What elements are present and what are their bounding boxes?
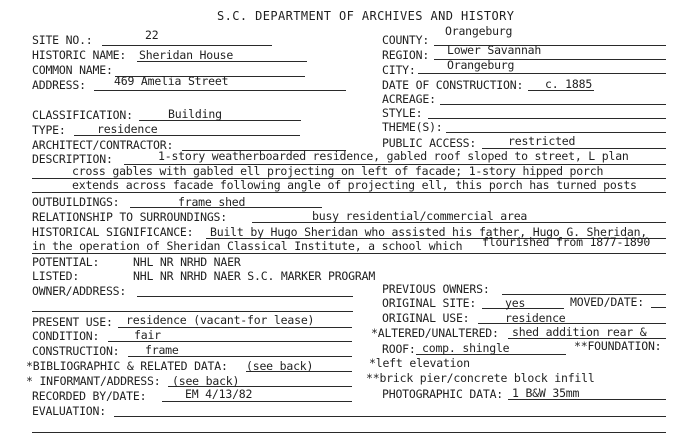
public-access-label: PUBLIC ACCESS: xyxy=(382,136,477,150)
relationship-label: RELATIONSHIP TO SURROUNDINGS: xyxy=(32,210,227,224)
recorded-by-line xyxy=(162,401,352,402)
style-line xyxy=(428,118,666,119)
photographic-label: PHOTOGRAPHIC DATA: xyxy=(382,387,504,401)
owner-address-line xyxy=(137,296,353,297)
city-line xyxy=(418,73,666,74)
historic-name-label: HISTORIC NAME: xyxy=(32,48,127,62)
acreage-label: ACREAGE: xyxy=(382,92,436,106)
construction-label: CONSTRUCTION: xyxy=(32,344,120,358)
original-use-value: residence xyxy=(505,311,566,325)
architect-label: ARCHITECT/CONTRACTOR: xyxy=(32,138,174,152)
altered-value-2: *left elevation xyxy=(369,356,470,370)
moved-date-label: MOVED/DATE: xyxy=(570,295,644,309)
region-value: Lower Savannah xyxy=(447,43,542,57)
roof-label: ROOF: xyxy=(382,342,416,356)
significance-line-1: Built by Hugo Sheridan who assisted his father, Hugo G. Sheridan, xyxy=(210,225,648,239)
photographic-value: 1 B&W 35mm xyxy=(512,386,580,400)
style-label: STYLE: xyxy=(382,106,423,120)
relationship-value: busy residential/commercial area xyxy=(312,209,528,223)
description-line-1: 1-story weatherboarded residence, gabled roof sloped to street, L plan xyxy=(158,149,629,163)
potential-label: POTENTIAL: xyxy=(32,255,100,269)
description-line-3: extends across facade following angle of projecting ell, this porch has turned posts xyxy=(72,178,637,192)
owner-address-line-2 xyxy=(32,311,353,312)
present-use-label: PRESENT USE: xyxy=(32,315,113,329)
original-use-label: ORIGINAL USE: xyxy=(382,311,470,325)
foundation-label: **FOUNDATION: xyxy=(574,339,662,353)
altered-value: shed addition rear & xyxy=(512,325,647,339)
original-site-label: ORIGINAL SITE: xyxy=(382,296,477,310)
listed-codes: NHL NR NRHD NAER S.C. MARKER PROGRAM xyxy=(133,269,376,283)
owner-address-label: OWNER/ADDRESS: xyxy=(32,284,127,298)
address-value: 469 Amelia Street xyxy=(114,74,229,88)
potential-codes: NHL NR NRHD NAER xyxy=(133,255,241,269)
county-label: COUNTY: xyxy=(382,33,430,47)
altered-label: *ALTERED/UNALTERED: xyxy=(371,326,499,340)
construction-value: frame xyxy=(145,343,179,357)
site-no-label: SITE NO.: xyxy=(32,33,93,47)
evaluation-label: EVALUATION: xyxy=(32,404,106,418)
city-label: CITY: xyxy=(382,63,416,77)
outbuildings-label: OUTBUILDINGS: xyxy=(32,195,120,209)
foundation-value: **brick pier/concrete block infill xyxy=(366,371,595,385)
common-name-label: COMMON NAME: xyxy=(32,63,113,77)
address-line xyxy=(94,90,346,91)
themes-label: THEME(S): xyxy=(382,120,443,134)
form-header: S.C. DEPARTMENT OF ARCHIVES AND HISTORY xyxy=(217,9,515,23)
region-label: REGION: xyxy=(382,48,430,62)
roof-value: comp. shingle xyxy=(422,341,510,355)
classification-label: CLASSIFICATION: xyxy=(32,108,133,122)
historical-significance-label: HISTORICAL SIGNIFICANCE: xyxy=(32,225,194,239)
significance-line-3: flourished from 1877-1890 xyxy=(482,235,651,249)
bibliographic-label: *BIBLIOGRAPHIC & RELATED DATA: xyxy=(26,359,228,373)
public-access-value: restricted xyxy=(508,134,576,148)
address-label: ADDRESS: xyxy=(32,78,86,92)
site-no-value: 22 xyxy=(145,28,159,42)
type-value: residence xyxy=(97,122,158,136)
present-use-value: residence (vacant-for lease) xyxy=(126,313,315,327)
informant-value: (see back) xyxy=(172,374,240,388)
evaluation-line xyxy=(114,416,666,417)
description-line-2: cross gables with gabled ell projecting on left of facade; 1-story hipped porch xyxy=(72,164,604,178)
informant-label: * INFORMANT/ADDRESS: xyxy=(26,374,161,388)
condition-label: CONDITION: xyxy=(32,329,100,343)
date-construction-value: c. 1885 xyxy=(545,77,593,91)
outbuildings-value: frame shed xyxy=(178,195,246,209)
moved-date-line xyxy=(651,307,666,308)
significance-line-2: in the operation of Sheridan Classical Institute, a school which xyxy=(32,239,463,253)
date-construction-label: DATE OF CONSTRUCTION: xyxy=(382,78,524,92)
recorded-by-label: RECORDED BY/DATE: xyxy=(32,389,147,403)
original-site-value: yes xyxy=(505,296,526,310)
recorded-by-value: EM 4/13/82 xyxy=(185,387,253,401)
acreage-line xyxy=(440,104,666,105)
themes-line xyxy=(446,132,666,133)
classification-value: Building xyxy=(168,107,222,121)
listed-label: LISTED: xyxy=(32,269,80,283)
condition-value: fair xyxy=(134,328,161,342)
county-value: Orangeburg xyxy=(445,24,513,38)
type-label: TYPE: xyxy=(32,123,66,137)
site-no-line xyxy=(102,45,272,46)
description-label: DESCRIPTION: xyxy=(32,152,113,166)
evaluation-line-2 xyxy=(32,432,666,433)
previous-owners-label: PREVIOUS OWNERS: xyxy=(382,282,490,296)
significance-rule-2 xyxy=(32,253,666,254)
bibliographic-value: (see back) xyxy=(246,359,314,373)
historic-name-value: Sheridan House xyxy=(139,48,234,62)
city-value: Orangeburg xyxy=(447,58,515,72)
description-rule-3 xyxy=(32,192,666,193)
